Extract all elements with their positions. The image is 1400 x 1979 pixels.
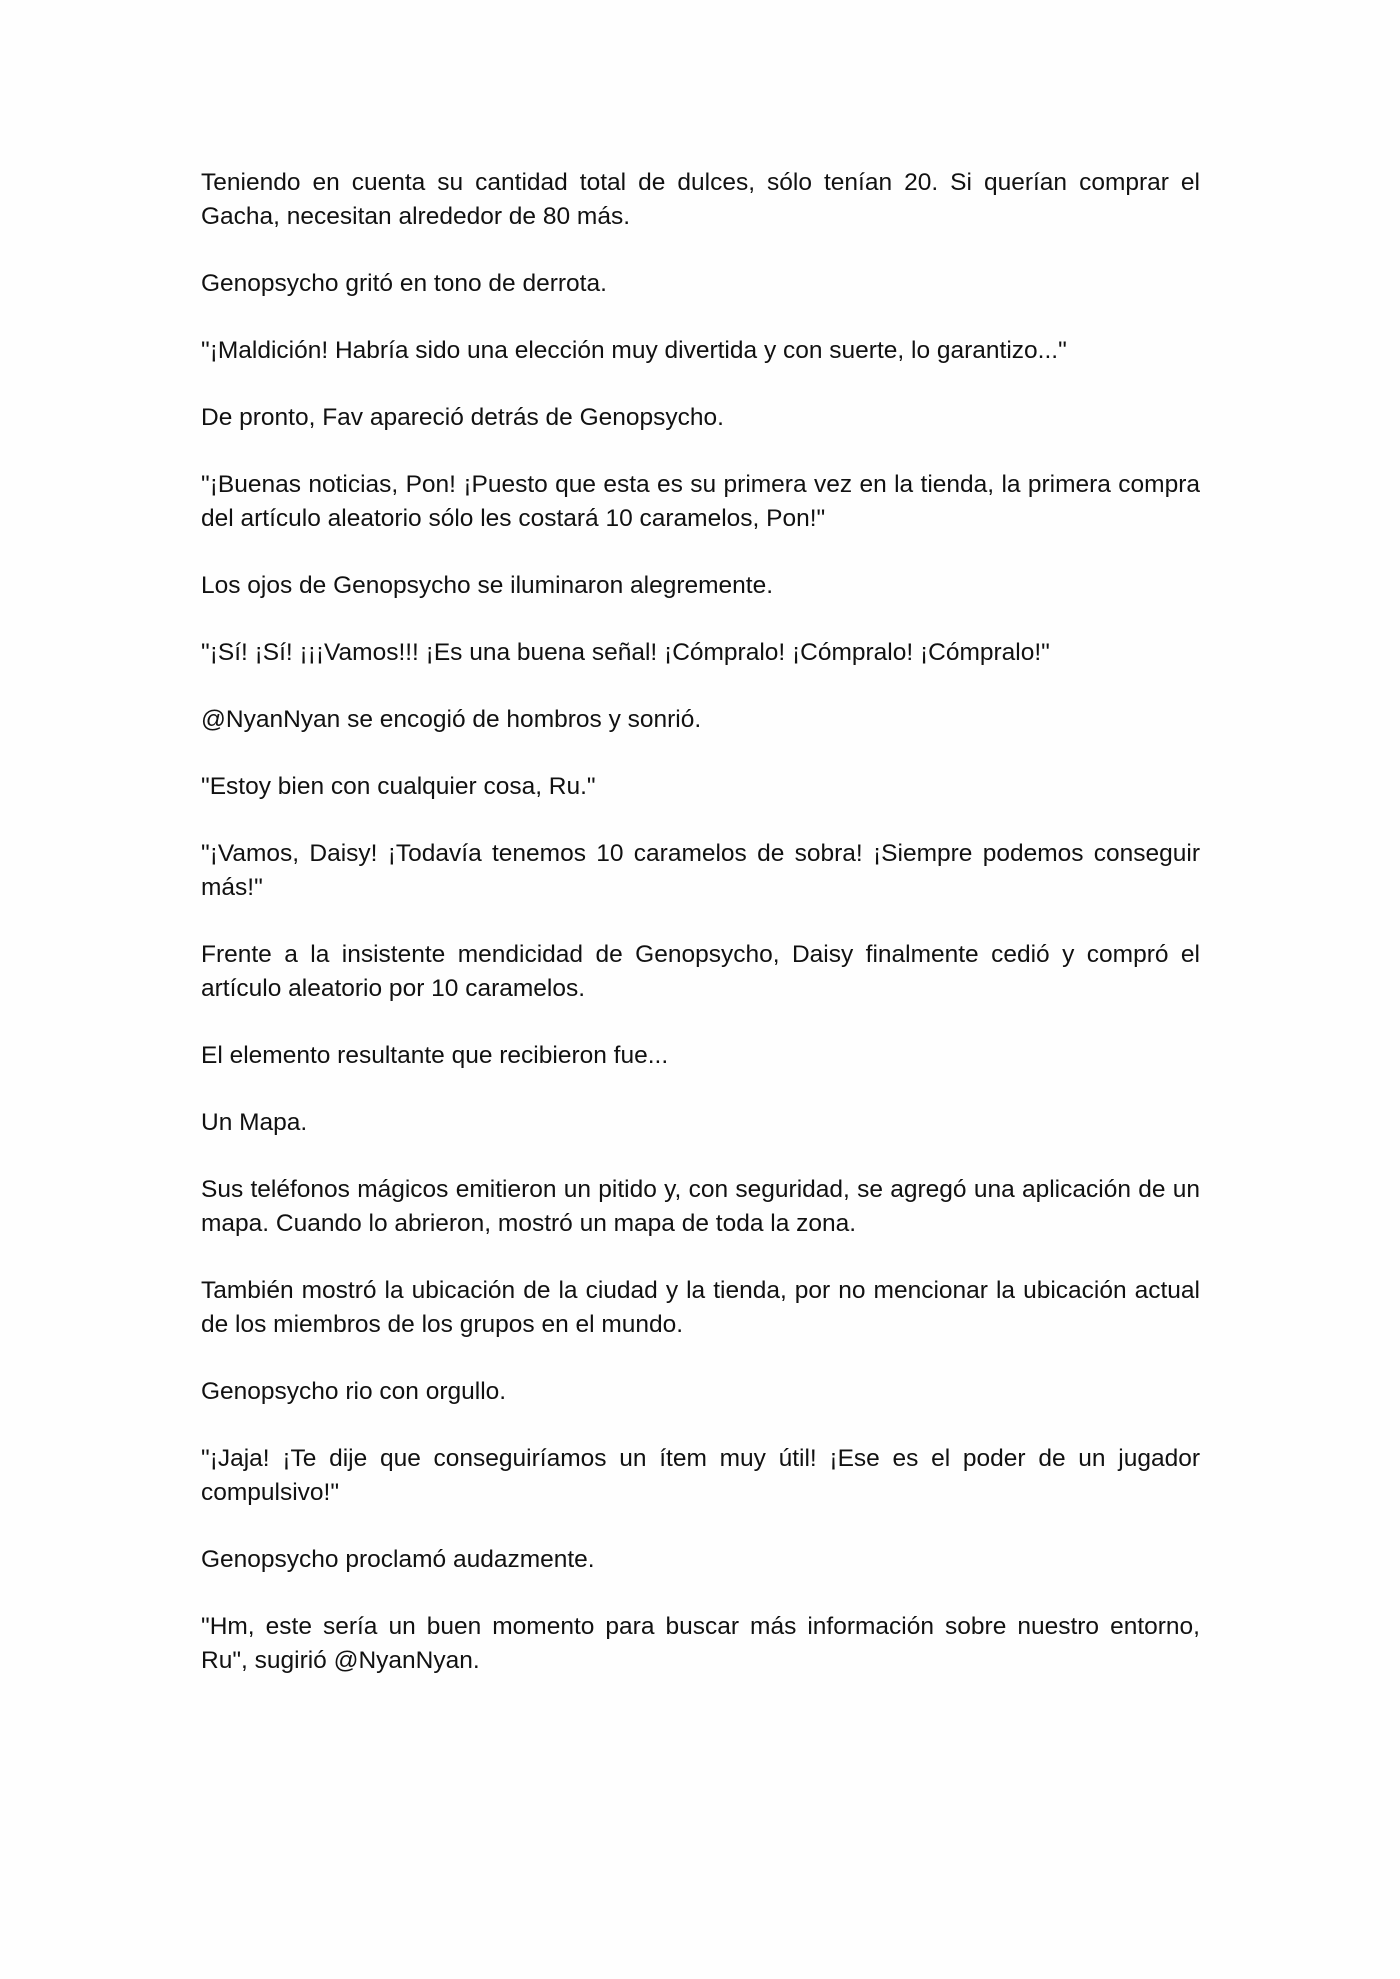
paragraph: Los ojos de Genopsycho se iluminaron alegremente. xyxy=(201,572,774,599)
paragraph: También mostró la ubicación de la ciudad y la tienda, por no mencionar la ubicación actual de los miembros de los grupos en el mundo. xyxy=(201,1277,1200,1338)
paragraph: Sus teléfonos mágicos emitieron un pitido y, con seguridad, se agregó una aplicación de un mapa. Cuando lo abrieron, mostró un mapa de toda la zona. xyxy=(201,1176,1200,1237)
paragraph: "¡Buenas noticias, Pon! ¡Puesto que esta es su primera vez en la tienda, la primera compra del artículo aleatorio sólo les costará 10 caramelos, Pon!" xyxy=(201,471,1200,532)
paragraph: "¡Vamos, Daisy! ¡Todavía tenemos 10 caramelos de sobra! ¡Siempre podemos conseguir más!" xyxy=(201,840,1200,901)
paragraph: "¡Sí! ¡Sí! ¡¡¡Vamos!!! ¡Es una buena señal! ¡Cómpralo! ¡Cómpralo! ¡Cómpralo!" xyxy=(201,639,1050,666)
paragraph: El elemento resultante que recibieron fue... xyxy=(201,1042,669,1069)
paragraph: Teniendo en cuenta su cantidad total de dulces, sólo tenían 20. Si querían comprar el Gacha, necesitan alrededor de 80 más. xyxy=(201,169,1200,230)
paragraph: "¡Jaja! ¡Te dije que conseguiríamos un ítem muy útil! ¡Ese es el poder de un jugador compulsivo!" xyxy=(201,1445,1200,1506)
paragraph: "Hm, este sería un buen momento para buscar más información sobre nuestro entorno, Ru", sugirió @NyanNyan. xyxy=(201,1613,1200,1674)
paragraph: Frente a la insistente mendicidad de Genopsycho, Daisy finalmente cedió y compró el artículo aleatorio por 10 caramelos. xyxy=(201,941,1200,1002)
document-body xyxy=(201,166,1200,1711)
paragraph: Genopsycho rio con orgullo. xyxy=(201,1378,507,1405)
paragraph: Un Mapa. xyxy=(201,1109,308,1136)
paragraph: Genopsycho gritó en tono de derrota. xyxy=(201,270,607,297)
paragraph: "¡Maldición! Habría sido una elección muy divertida y con suerte, lo garantizo..." xyxy=(201,337,1067,364)
paragraph: Genopsycho proclamó audazmente. xyxy=(201,1546,595,1573)
paragraph: "Estoy bien con cualquier cosa, Ru." xyxy=(201,773,596,800)
paragraph: De pronto, Fav apareció detrás de Genopsycho. xyxy=(201,404,724,431)
paragraph: @NyanNyan se encogió de hombros y sonrió. xyxy=(201,706,702,733)
